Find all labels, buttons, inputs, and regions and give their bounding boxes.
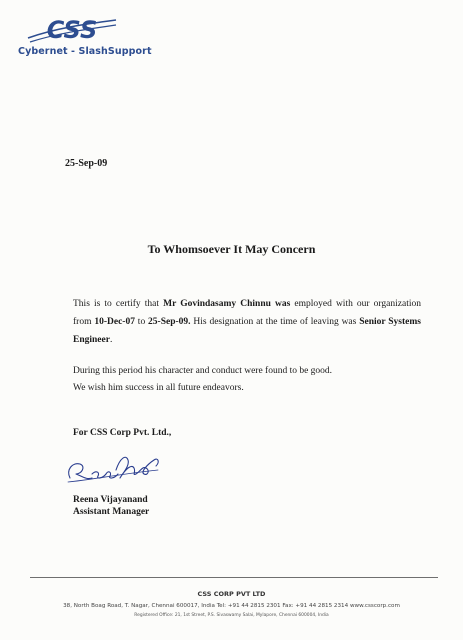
logo-mark-text: CSS — [46, 16, 98, 44]
signer-title: Assistant Manager — [73, 507, 150, 517]
footer-company-name: CSS CORP PVT LTD — [197, 590, 266, 598]
designation: Senior Systems Engineer — [73, 317, 421, 345]
footer-divider — [30, 577, 438, 578]
conduct-paragraph: During this period his character and conduct were found to be good. — [73, 366, 333, 376]
signer-name: Reena Vijayanand — [73, 495, 148, 505]
certification-paragraph — [73, 295, 421, 349]
handwritten-signature-icon — [60, 444, 170, 488]
css-logo-mark — [26, 14, 118, 46]
para1-text-2: employed with our organization from — [73, 299, 421, 327]
para1-text-5: . — [109, 335, 113, 345]
para1-text-3: to — [134, 317, 149, 327]
employment-start-date: 10-Dec-07 — [94, 317, 135, 327]
for-company-label: For CSS Corp Pvt. Ltd., — [73, 428, 172, 438]
letter-subject: To Whomsoever It May Concern — [147, 242, 316, 256]
para1-text-4: His designation at the time of leaving was — [190, 317, 360, 327]
footer-address: 38, North Boag Road, T. Nagar, Chennai 600017, India Tel: +91 44 2815 2301 Fax: +91 44 2815 2314 www.csscorp.com — [63, 603, 400, 609]
employee-name: Mr Govindasamy Chinnu was — [163, 299, 291, 309]
wishes-paragraph: We wish him success in all future endeavors. — [73, 383, 244, 393]
footer-registered-office: Registered Office: 21, 1st Street, P.S. Sivaswamy Salai, Mylapore, Chennai 600004, India — [134, 613, 329, 618]
logo-subtitle: Cybernet - SlashSupport — [18, 46, 152, 57]
para1-text-1: This is to certify that — [73, 299, 164, 309]
letter-date: 25-Sep-09 — [65, 158, 108, 169]
company-logo — [18, 14, 158, 60]
employment-end-date: 25-Sep-09. — [148, 317, 191, 327]
